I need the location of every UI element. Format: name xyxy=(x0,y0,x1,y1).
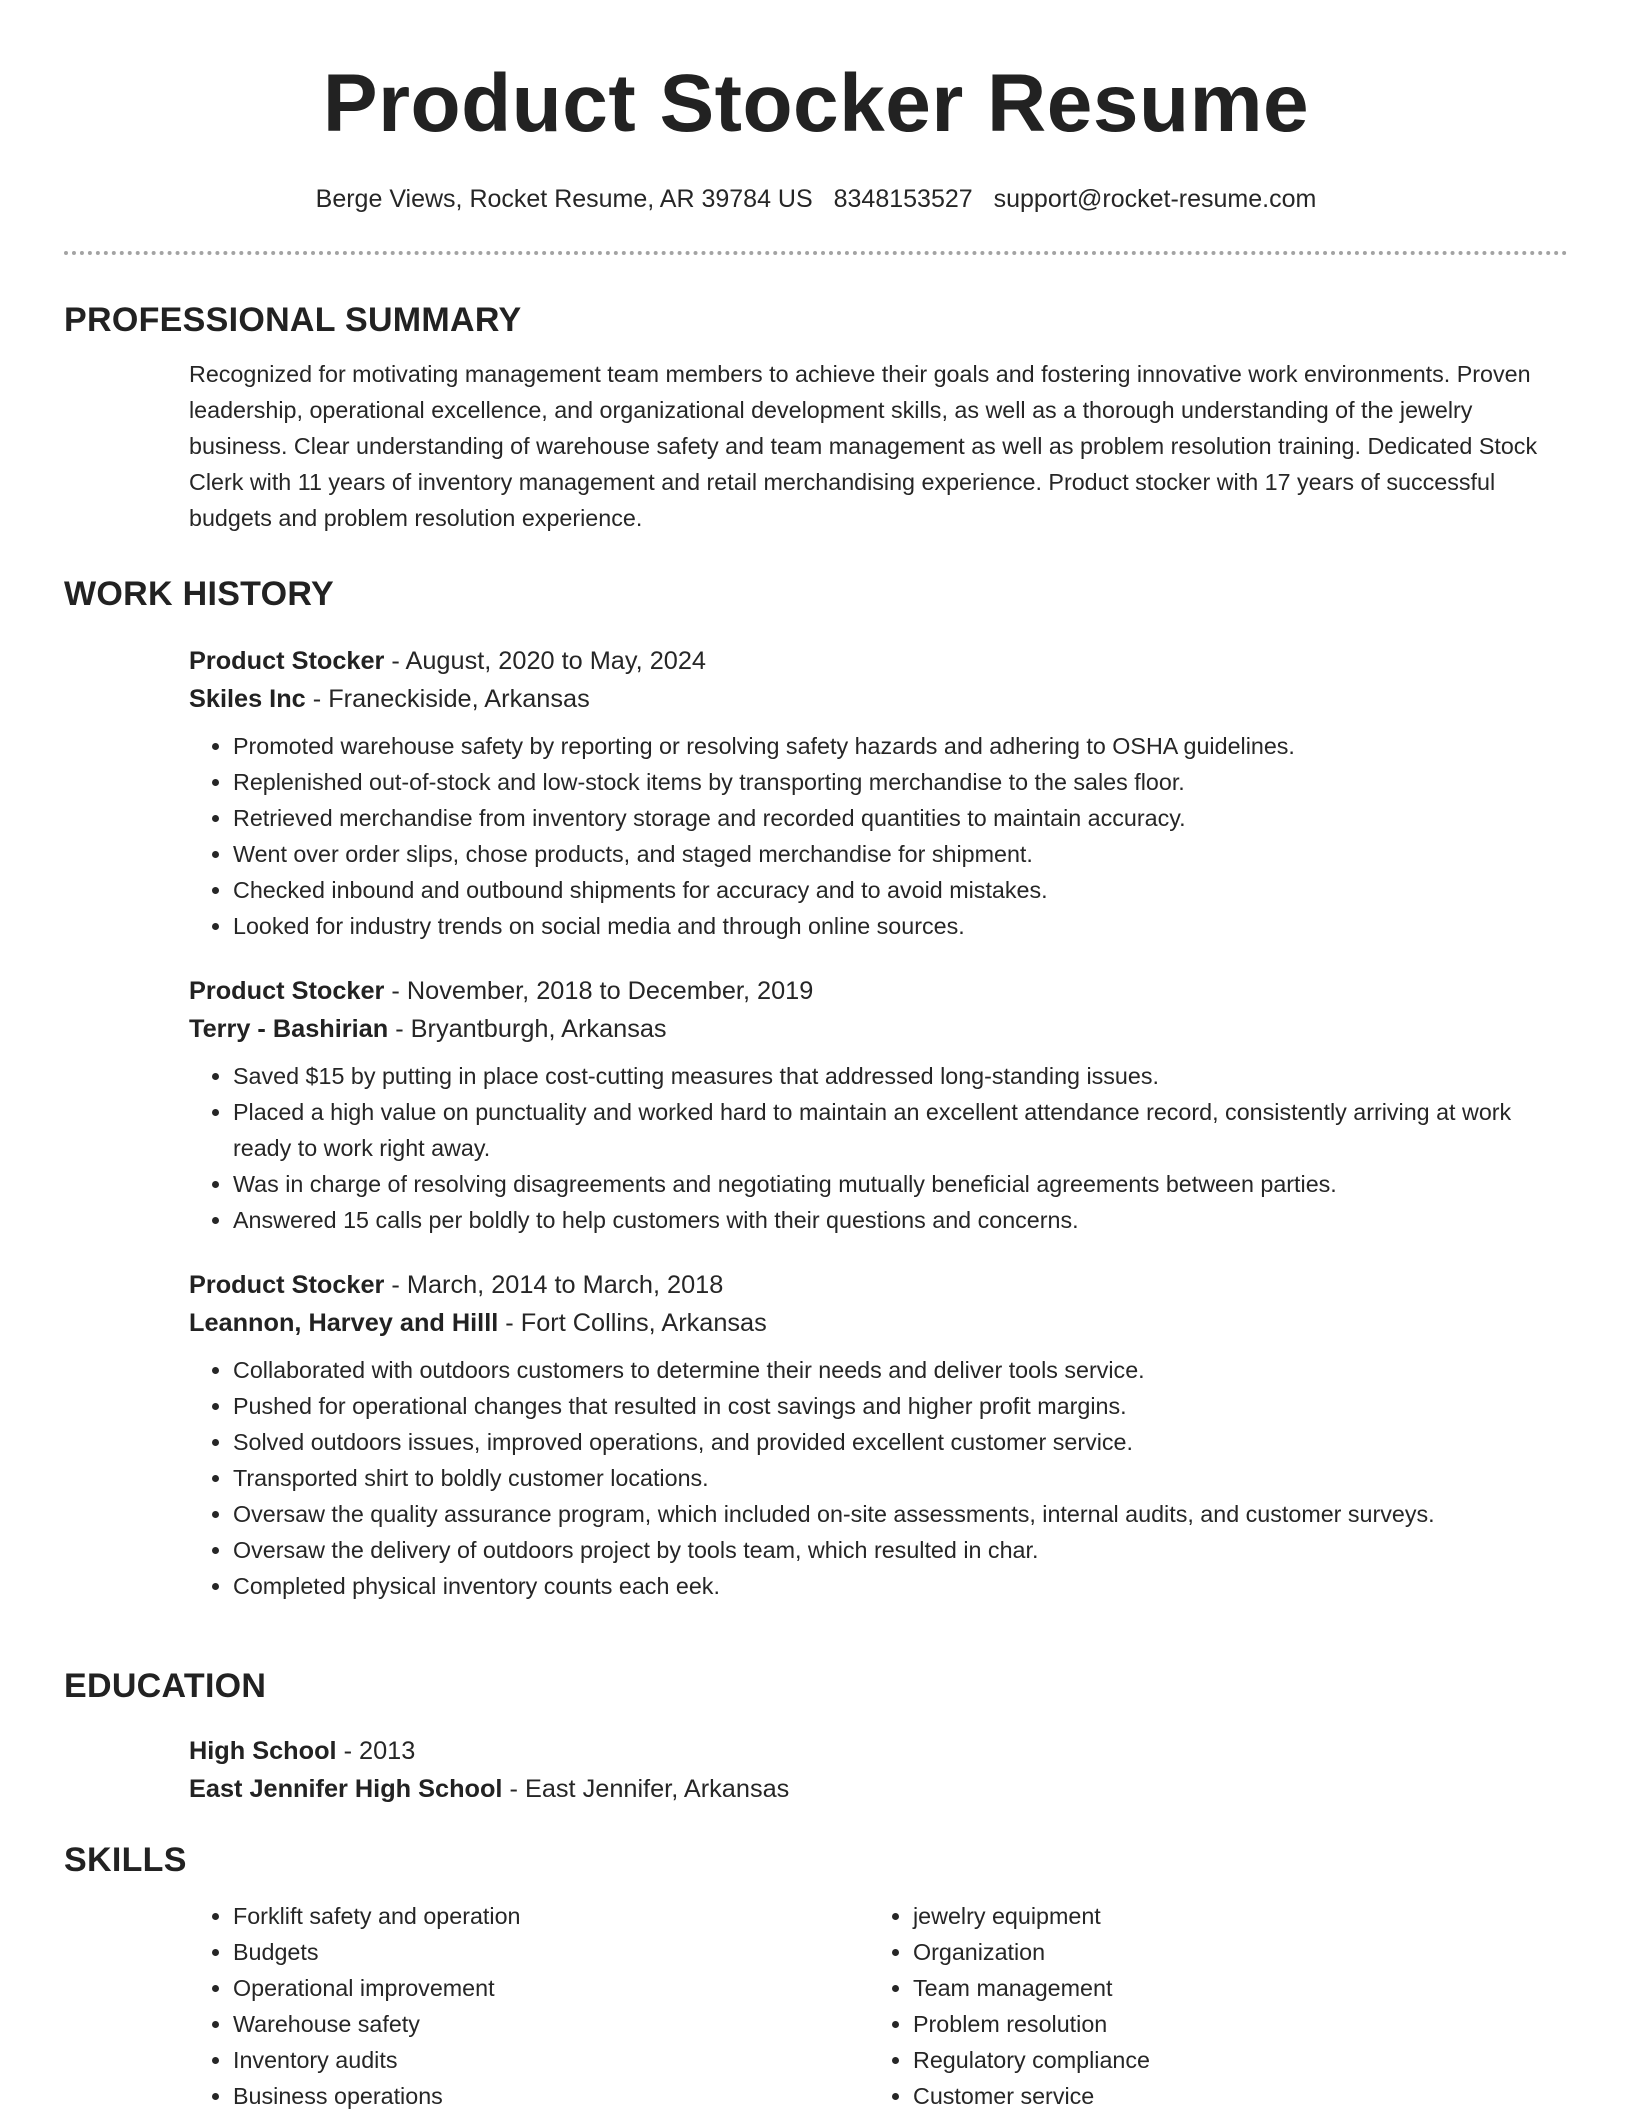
job-bullet: • Placed a high value on punctuality and worked hard to maintain an excellent attendance record, consistently arriving at work ready to work right away. xyxy=(233,1094,1568,1166)
skill-item: • Forklift safety and operation xyxy=(233,1898,869,1934)
skill-item: • Problem resolution xyxy=(913,2006,1549,2042)
job-company-line xyxy=(189,680,1568,718)
skill-item: • Budgets xyxy=(233,1934,869,1970)
job-title: Product Stocker xyxy=(189,977,385,1005)
education-heading: EDUCATION xyxy=(64,1667,267,1705)
skills-heading: SKILLS xyxy=(64,1841,187,1879)
education-location: - East Jennifer, Arkansas xyxy=(502,1775,790,1803)
job-company: Terry - Bashirian xyxy=(189,1015,389,1043)
education-school-line xyxy=(189,1770,1568,1808)
skill-item: • Operational improvement xyxy=(233,1970,869,2006)
education-section xyxy=(64,1662,1568,1808)
summary-text: Recognized for motivating management team members to achieve their goals and fostering innovative work environments. Proven leadership, operational excellence, and organizational development skills, as well as a thorough understanding of the jewelry business. Clear understanding of warehouse safety and team management as well as problem resolution training. Dedicated Stock Clerk with 11 years of inventory management and retail merchandising experience. Product stocker with 17 years of successful budgets and problem resolution experience. xyxy=(189,361,1538,531)
contact-line xyxy=(0,181,1632,217)
skills-list-right xyxy=(869,1898,1549,2114)
skill-item: • jewelry equipment xyxy=(913,1898,1549,1934)
summary-heading: PROFESSIONAL SUMMARY xyxy=(64,301,522,339)
job-company: Skiles Inc xyxy=(189,685,306,713)
summary-section xyxy=(64,296,1568,536)
skills-section xyxy=(64,1836,1568,2114)
job-location: - Franeckiside, Arkansas xyxy=(305,685,590,713)
skill-item: • Team management xyxy=(913,1970,1549,2006)
skill-item: • Warehouse safety xyxy=(233,2006,869,2042)
job-title: Product Stocker xyxy=(189,1271,385,1299)
skill-item: • Organization xyxy=(913,1934,1549,1970)
job-company-line xyxy=(189,1304,1568,1342)
job-bullet: • Completed physical inventory counts each eek. xyxy=(233,1568,1568,1604)
job-dates: - March, 2014 to March, 2018 xyxy=(384,1271,724,1299)
job-title: Product Stocker xyxy=(189,647,385,675)
job-bullet: • Oversaw the delivery of outdoors project by tools team, which resulted in char. xyxy=(233,1532,1568,1568)
work-history-section xyxy=(64,570,1568,1604)
job-bullet: • Oversaw the quality assurance program, which included on-site assessments, internal audits, and customer surveys. xyxy=(233,1496,1568,1532)
job-bullet: • Collaborated with outdoors customers to determine their needs and deliver tools service. xyxy=(233,1352,1568,1388)
job-bullet: • Checked inbound and outbound shipments for accuracy and to avoid mistakes. xyxy=(233,872,1568,908)
education-degree: High School xyxy=(189,1737,337,1765)
job-bullet: • Replenished out-of-stock and low-stock items by transporting merchandise to the sales floor. xyxy=(233,764,1568,800)
job-entry xyxy=(189,1266,1568,1604)
skills-grid xyxy=(189,1898,1568,2114)
job-bullet: • Answered 15 calls per boldly to help customers with their questions and concerns. xyxy=(233,1202,1568,1238)
job-company-line xyxy=(189,1010,1568,1048)
header-divider xyxy=(64,251,1568,255)
job-bullet: • Promoted warehouse safety by reporting or resolving safety hazards and adhering to OSHA guidelines. xyxy=(233,728,1568,764)
job-bullet: • Solved outdoors issues, improved operations, and provided excellent customer service. xyxy=(233,1424,1568,1460)
job-bullets xyxy=(189,1058,1568,1238)
job-location: - Bryantburgh, Arkansas xyxy=(388,1015,667,1043)
contact-address: Berge Views, Rocket Resume, AR 39784 US xyxy=(315,185,813,213)
job-title-line xyxy=(189,1266,1568,1304)
skills-column-right xyxy=(869,1898,1549,2114)
skill-item: • Business operations xyxy=(233,2078,869,2114)
job-bullet: • Looked for industry trends on social media and through online sources. xyxy=(233,908,1568,944)
job-bullet: • Went over order slips, chose products, and staged merchandise for shipment. xyxy=(233,836,1568,872)
job-bullets xyxy=(189,1352,1568,1604)
job-bullet: • Pushed for operational changes that resulted in cost savings and higher profit margins. xyxy=(233,1388,1568,1424)
education-degree-line xyxy=(189,1732,1568,1770)
contact-email: support@rocket-resume.com xyxy=(993,185,1317,213)
job-bullet: • Was in charge of resolving disagreements and negotiating mutually beneficial agreements between parties. xyxy=(233,1166,1568,1202)
skill-item: • Regulatory compliance xyxy=(913,2042,1549,2078)
skills-column-left xyxy=(189,1898,869,2114)
job-entry xyxy=(189,972,1568,1238)
resume-title: Product Stocker Resume xyxy=(322,58,1310,149)
job-dates: - November, 2018 to December, 2019 xyxy=(384,977,814,1005)
work-history-heading: WORK HISTORY xyxy=(64,575,334,613)
job-bullet: • Saved $15 by putting in place cost-cutting measures that addressed long-standing issues. xyxy=(233,1058,1568,1094)
education-school: East Jennifer High School xyxy=(189,1775,503,1803)
skill-item: • Customer service xyxy=(913,2078,1549,2114)
job-bullets xyxy=(189,728,1568,944)
contact-phone: 8348153527 xyxy=(833,185,973,213)
education-year: - 2013 xyxy=(336,1737,416,1765)
job-bullet: • Transported shirt to boldly customer locations. xyxy=(233,1460,1568,1496)
job-company: Leannon, Harvey and Hilll xyxy=(189,1309,499,1337)
skills-list-left xyxy=(189,1898,869,2114)
job-dates: - August, 2020 to May, 2024 xyxy=(384,647,706,675)
job-entry xyxy=(189,642,1568,944)
job-location: - Fort Collins, Arkansas xyxy=(498,1309,767,1337)
job-bullet: • Retrieved merchandise from inventory storage and recorded quantities to maintain accuracy. xyxy=(233,800,1568,836)
skill-item: • Inventory audits xyxy=(233,2042,869,2078)
job-title-line xyxy=(189,642,1568,680)
job-title-line xyxy=(189,972,1568,1010)
